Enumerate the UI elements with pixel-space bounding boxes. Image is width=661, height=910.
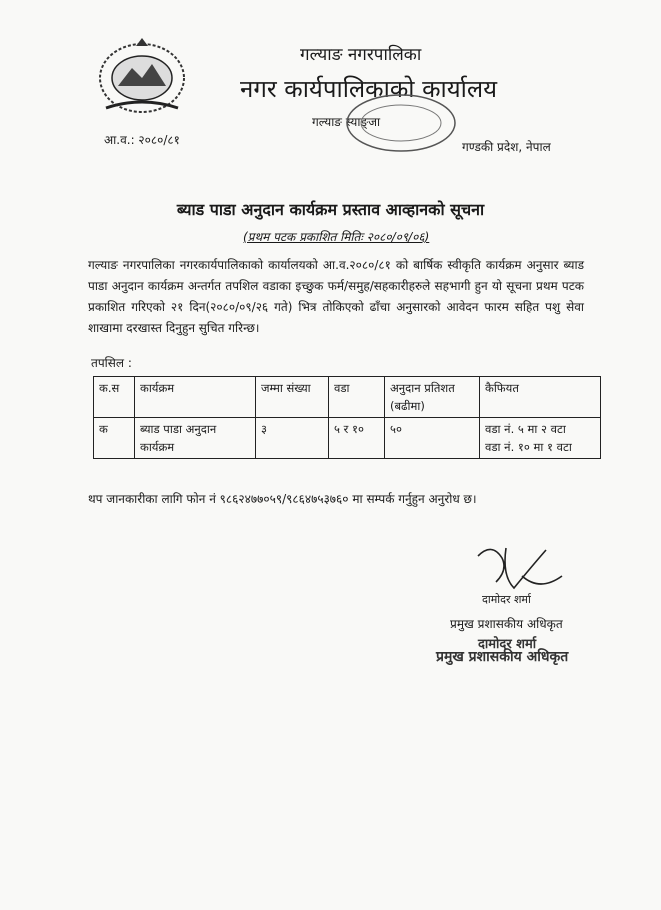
stamp-title: प्रमुख प्रशासकीय अधिकृत [436, 649, 569, 665]
column-header: जम्मा संख्या [256, 377, 329, 418]
column-header: वडा [329, 377, 385, 418]
signatory-name: दामोदर शर्मा [482, 593, 531, 606]
table-cell-remarks [480, 418, 601, 459]
municipality-name: गल्याङ नगरपालिका [300, 45, 422, 65]
fiscal-year: आ.व.: २०८०/८१ [104, 133, 180, 147]
table-cell: ५ र १० [329, 418, 385, 459]
table-cell: क [94, 418, 135, 459]
schedule-label: तपसिल : [91, 356, 132, 370]
province-address: गण्डकी प्रदेश, नेपाल [462, 140, 551, 154]
office-name: नगर कार्यपालिकाको कार्यालय [240, 75, 498, 103]
contact-info: थप जानकारीका लागि फोन नं ९८६२४७७०५९/९८६४७५३७६० मा सम्पर्क गर्नुहुन अनुरोध छ। [88, 492, 477, 506]
table-header-row [94, 377, 601, 418]
notice-title: ब्याड पाडा अनुदान कार्यक्रम प्रस्ताव आव्हानको सूचना [176, 200, 485, 219]
stamp-name: दामोदर शर्मा [478, 637, 537, 652]
signatory-title: प्रमुख प्रशासकीय अधिकृत [450, 617, 563, 631]
column-header: कैफियत [480, 377, 601, 418]
handwritten-signature [462, 536, 572, 600]
office-location: गल्याङ स्याङ्जा [312, 115, 381, 129]
notice-body: गल्याङ नगरपालिका नगरकार्यपालिकाको कार्यालयको आ.व.२०८०/८१ को बार्षिक स्वीकृति कार्यक्रम अनुसार ब्याड पाडा अनुदान कार्यक्रम अन्तर्गत तपशिल वडाका इच्छुक फर्म/समुह/सहकारीहरुले सहभागी हुन यो सूचना प्रथम पटक प्रकाशित गरिएको २१ दिन(२०८०/०९/२६ गते) भित्र तोकिएको ढाँचा अनुसारको आवेदन फारम सहित पशु सेवा शाखामा दरखास्त दिनुहुन सुचित गरिन्छ। [88, 258, 584, 335]
table-cell: ३ [256, 418, 329, 459]
column-header: अनुदान प्रतिशत (बढीमा) [385, 377, 480, 418]
column-header: कार्यक्रम [135, 377, 256, 418]
publish-date: (प्रथम पटक प्रकाशित मितिः २०८०/०९/०६) [243, 230, 430, 244]
schedule-table [93, 376, 601, 459]
table-row [94, 418, 601, 459]
nepal-emblem-icon [96, 34, 188, 114]
column-header: क.स [94, 377, 135, 418]
remark-line: वडा नं. ५ मा २ वटा [485, 422, 566, 436]
table-cell: ब्याड पाडा अनुदान कार्यक्रम [135, 418, 256, 459]
remark-line: वडा नं. १० मा १ वटा [485, 440, 572, 454]
round-seal-stamp [343, 92, 459, 154]
table-cell: ५० [385, 418, 480, 459]
